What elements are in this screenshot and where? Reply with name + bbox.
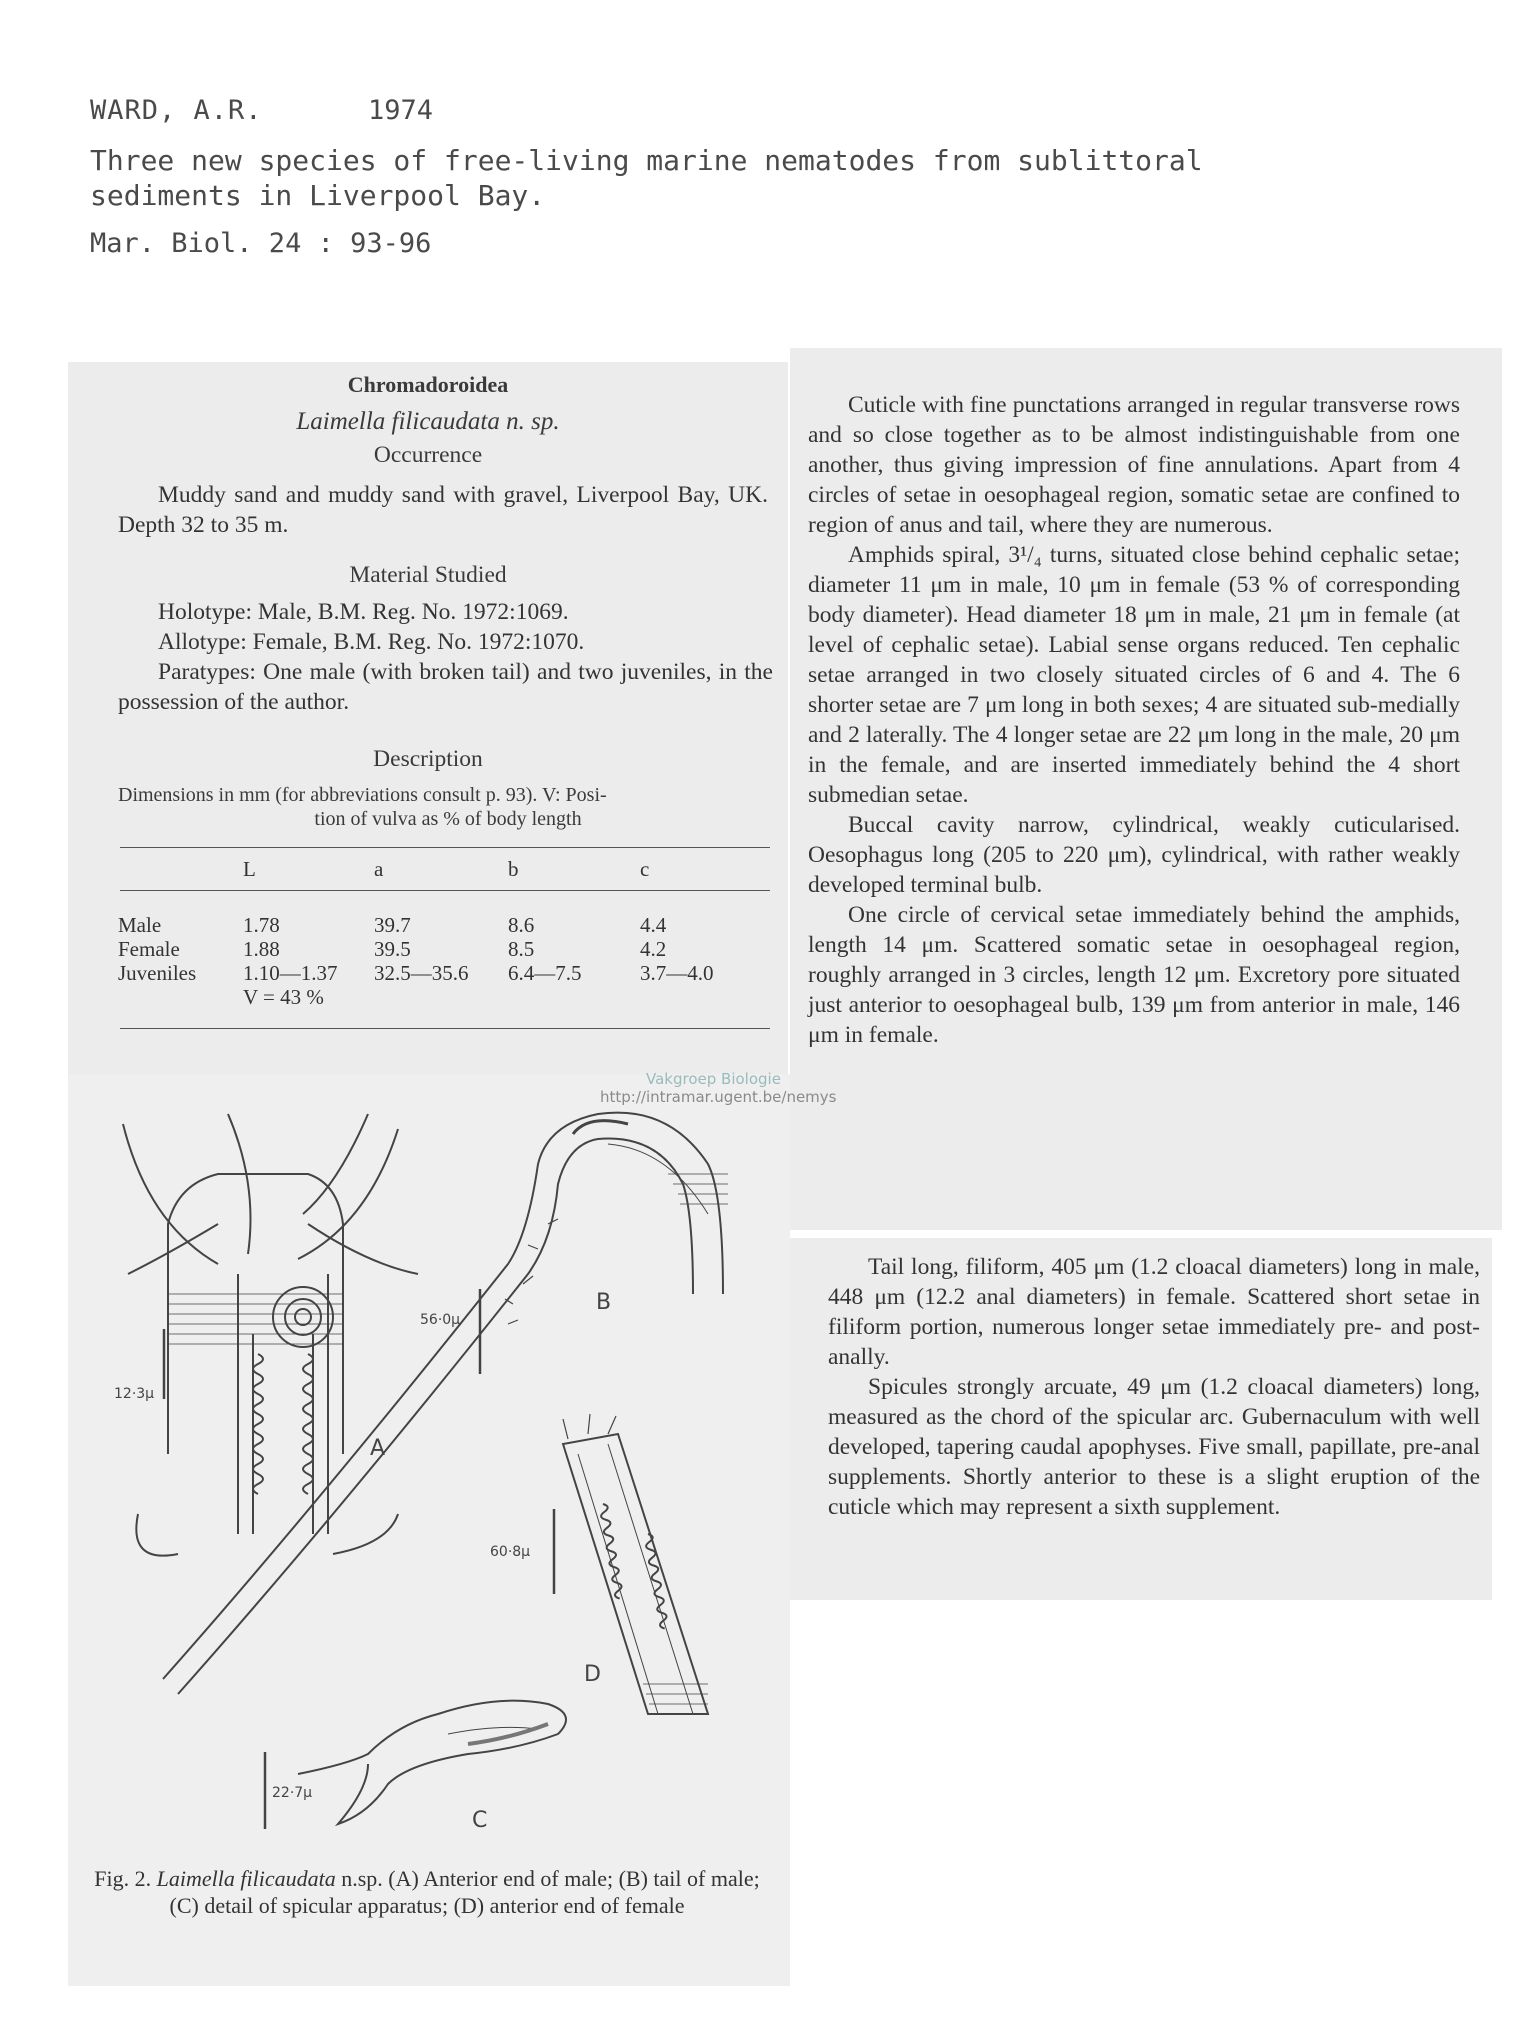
material-allotype: Allotype: Female, B.M. Reg. No. 1972:1070. <box>158 629 585 655</box>
table-cell: 4.2 <box>640 937 667 961</box>
table-cell: 8.6 <box>508 913 535 937</box>
figure-label-a: A <box>370 1436 386 1461</box>
dimensions-note-line-2: tion of vulva as % of body length <box>314 808 582 830</box>
figure-b-drawing <box>163 1113 728 1694</box>
table-cell: 1.10—1.37 <box>243 961 338 985</box>
table-header-L: L <box>243 857 256 881</box>
occurrence-heading: Occurrence <box>373 442 483 468</box>
watermark-url: http://intramar.ugent.be/nemys <box>600 1088 837 1106</box>
section-heading: Chromadoroidea <box>347 372 509 397</box>
dimensions-note <box>118 783 778 831</box>
caption-rest: n.sp. (A) Anterior end of male; (B) tail of male; (C) detail of spicular apparatus; (D) anterior end of female <box>169 1866 760 1918</box>
table-cell: 4.4 <box>640 913 667 937</box>
figure-label-d: D <box>584 1662 601 1687</box>
table-row-label: Female <box>118 937 180 961</box>
watermark-name: Vakgroep Biologie <box>646 1070 781 1088</box>
table-row-label: Male <box>118 913 162 937</box>
figure-label-b: B <box>596 1290 612 1315</box>
table-rule-top <box>120 847 770 848</box>
vulva-position: V = 43 % <box>243 985 324 1009</box>
scale-label-a: 12·3μ <box>114 1386 155 1402</box>
scale-label-b: 56·0μ <box>420 1312 461 1328</box>
table-cell: 1.88 <box>243 937 280 961</box>
description-heading: Description <box>373 746 483 772</box>
dimensions-note-line-1: Dimensions in mm (for abbreviations consult p. 93). V: Posi- <box>118 784 607 806</box>
table-cell: 32.5—35.6 <box>374 961 469 985</box>
nematode-figure <box>68 1074 790 1874</box>
table-cell: 39.7 <box>374 913 411 937</box>
title-line-1: Three new species of free-living marine nematodes from sublittoral <box>90 144 1203 177</box>
material-holotype: Holotype: Male, B.M. Reg. No. 1972:1069. <box>158 599 569 625</box>
figure-c-drawing <box>298 1701 566 1824</box>
paragraph-amphids: Amphids spiral, 3¹/₄ turns, situated close behind cephalic setae; diameter 11 μm in male, 10 μm in female (53 % of corresponding body diameter). Head diameter 18 μm in male, 21 μm in female (at level of cephalic setae). Labial sense organs reduced. Ten cephalic setae arranged in two closely situated circles of 6 and 4. The 6 shorter setae are 7 μm long in both sexes; 4 are situated sub-medially and 2 laterally. The 4 longer setae are 22 μm long in the male, 20 μm in the female, and are inserted immediately behind the 4 short submedian setae. <box>808 542 1460 808</box>
caption-prefix: Fig. 2. <box>94 1866 152 1891</box>
figure-a-drawing <box>123 1114 418 1556</box>
table-header-b: b <box>508 857 519 881</box>
year: 1974 <box>368 95 434 126</box>
paragraph-tail: Tail long, filiform, 405 μm (1.2 cloacal diameters) long in male, 448 μm (12.2 anal diameters) in female. Scattered short setae in filiform portion, numerous longer setae immediately pre- and post-anally. <box>828 1254 1480 1370</box>
table-cell: 8.5 <box>508 937 535 961</box>
caption-species: Laimella filicaudata <box>156 1866 336 1891</box>
table-cell: 3.7—4.0 <box>640 961 714 985</box>
table-header-a: a <box>374 857 384 881</box>
table-rule-bottom <box>120 1028 770 1029</box>
material-paratypes: Paratypes: One male (with broken tail) and two juveniles, in the possession of the author. <box>118 659 773 715</box>
title-line-2: sediments in Liverpool Bay. <box>90 179 546 212</box>
scale-label-c: 22·7μ <box>272 1785 313 1801</box>
table-cell: 1.78 <box>243 913 280 937</box>
description-right-column <box>808 390 1460 1050</box>
figure-label-c: C <box>472 1808 488 1833</box>
occurrence-text: Muddy sand and muddy sand with gravel, Liverpool Bay, UK. Depth 32 to 35 m. <box>118 482 768 538</box>
figure-caption <box>92 1865 762 1919</box>
table-header-c: c <box>640 857 650 881</box>
table-cell: 6.4—7.5 <box>508 961 582 985</box>
material-heading: Material Studied <box>349 562 507 588</box>
scale-label-d: 60·8μ <box>490 1544 531 1560</box>
paragraph-buccal: Buccal cavity narrow, cylindrical, weakly cuticularised. Oesophagus long (205 to 220 μm), cylindrical, with rather weakly developed terminal bulb. <box>808 812 1460 898</box>
table-rule-header <box>120 890 770 891</box>
table-row-label: Juveniles <box>118 961 197 985</box>
paper-title <box>90 143 1390 213</box>
table-cell: 39.5 <box>374 937 411 961</box>
author: WARD, A.R. <box>90 95 263 126</box>
species-name: Laimella filicaudata n. sp. <box>296 408 560 435</box>
description-tail-column <box>828 1252 1480 1522</box>
paragraph-spicules: Spicules strongly arcuate, 49 μm (1.2 cloacal diameters) long, measured as the chord of the spicular arc. Gubernaculum with well developed, tapering caudal apophyses. Five small, papillate, pre-anal supplements. Shortly anterior to these is a slight eruption of the cuticle which may represent a sixth supplement. <box>828 1374 1480 1520</box>
material-list <box>118 597 773 717</box>
paragraph-cuticle: Cuticle with fine punctations arranged in regular transverse rows and so close together as to be almost indistinguishable from one another, thus giving impression of fine annulations. Apart from 4 circles of setae in oesophageal region, somatic setae are confined to region of anus and tail, where they are numerous. <box>808 392 1460 538</box>
journal-reference: Mar. Biol. 24 : 93-96 <box>90 228 432 259</box>
paragraph-cervical: One circle of cervical setae immediately behind the amphids, length 14 μm. Scattered somatic setae in oesophageal region, roughly arranged in 3 circles, length 12 μm. Excretory pore situated just anterior to oesophageal bulb, 139 μm from anterior in male, 146 μm in female. <box>808 902 1460 1048</box>
